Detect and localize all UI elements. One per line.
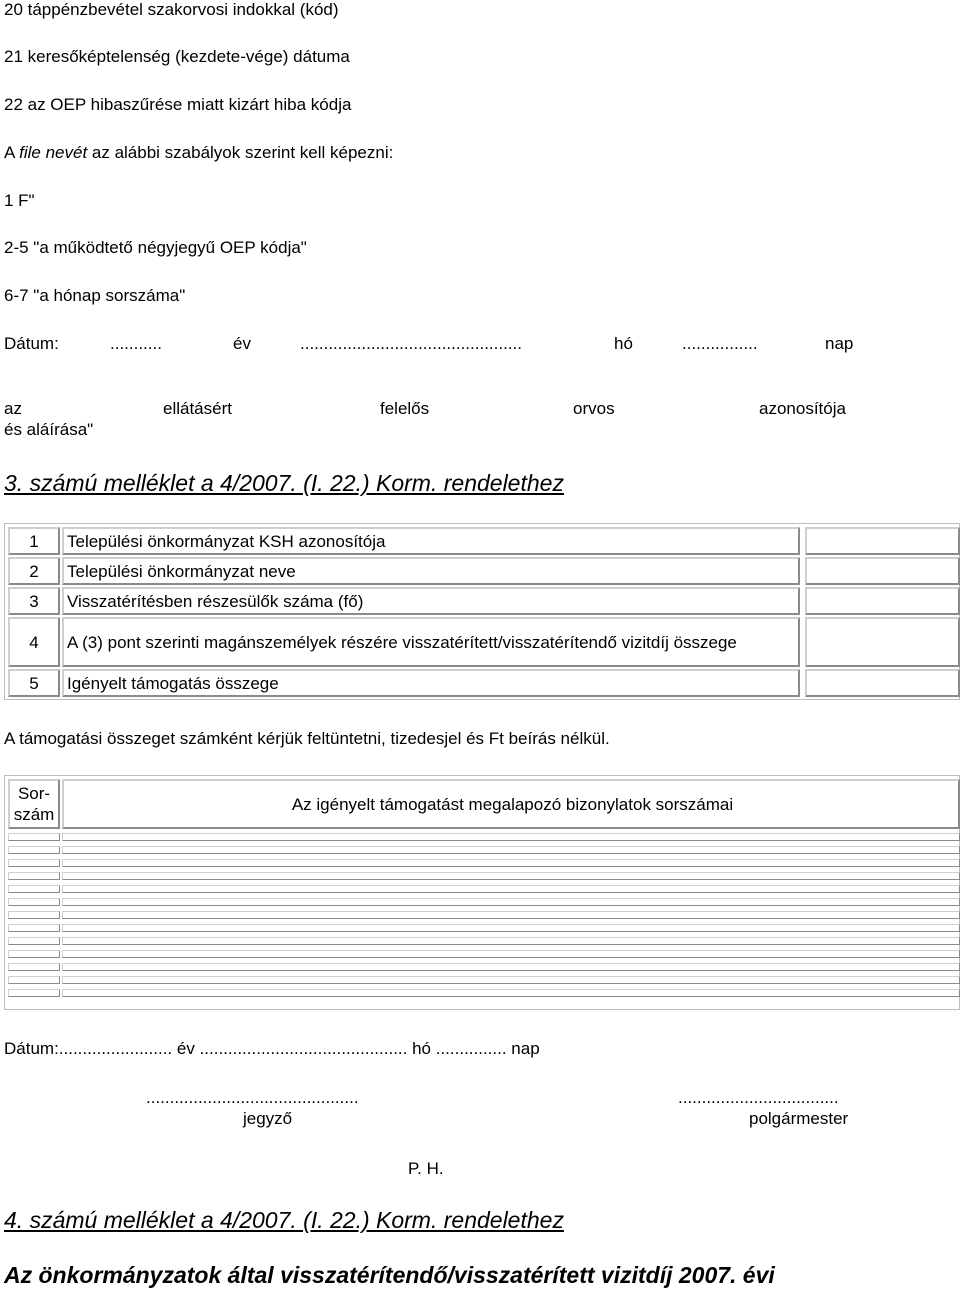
receipt-serial-cell[interactable] [8, 950, 60, 958]
file-name-rule-intro [4, 143, 393, 163]
sign-word-1: az [4, 399, 22, 418]
sign-word-2: ellátásért [163, 399, 232, 418]
date-line-2: Dátum:........................ év ............................................ hó ............... nap [4, 1039, 540, 1058]
receipt-number-cell[interactable] [62, 937, 960, 945]
table-row-num [8, 617, 60, 667]
file-intro-prefix: A [4, 143, 20, 162]
date-label: Dátum: [4, 334, 59, 353]
row-label-text: Települési önkormányzat neve [67, 561, 296, 581]
table-row-label [62, 617, 800, 667]
date-year-label: év [233, 334, 251, 353]
column-header-serial [8, 779, 60, 829]
table-row-num [8, 527, 60, 555]
receipt-serial-cell[interactable] [8, 872, 60, 880]
column-header-receipts-text: Az igényelt támogatást megalapozó bizonylatok sorszámai [291, 794, 734, 814]
table-row-num [8, 557, 60, 585]
receipt-serial-cell[interactable] [8, 885, 60, 893]
row-label-text: Igényelt támogatás összege [67, 673, 279, 693]
mayor-sign-dots: .................................. [678, 1088, 839, 1107]
receipt-number-cell[interactable] [62, 859, 960, 867]
annex-4-heading: 4. számú melléklet a 4/2007. (I. 22.) Korm. rendelethez [4, 1207, 564, 1233]
table-row-num [8, 587, 60, 615]
receipt-number-cell[interactable] [62, 950, 960, 958]
receipt-serial-cell[interactable] [8, 937, 60, 945]
date-month-dots: ............................................... [300, 334, 522, 353]
stamp-placeholder: P. H. [408, 1159, 444, 1178]
annex-3-heading: 3. számú melléklet a 4/2007. (I. 22.) Korm. rendelethez [4, 470, 564, 496]
sign-word-5: azonosítója [759, 399, 846, 418]
value-field-name[interactable] [805, 557, 960, 585]
row-number: 5 [29, 673, 39, 693]
receipt-number-cell[interactable] [62, 872, 960, 880]
row-number: 4 [29, 632, 39, 652]
table-row-label [62, 527, 800, 555]
row-number: 3 [29, 591, 39, 611]
table-row-num [8, 669, 60, 697]
list-line-21: 21 keresőképtelenség (kezdete-vége) dátuma [4, 47, 350, 66]
receipt-serial-cell[interactable] [8, 846, 60, 854]
row-label-text: A (3) pont szerinti magánszemélyek részére visszatérített/visszatérítendő vizitdíj összege [67, 632, 737, 652]
date-day-label: nap [825, 334, 854, 353]
receipt-number-cell[interactable] [62, 846, 960, 854]
receipt-number-cell[interactable] [62, 911, 960, 919]
list-line-22: 22 az OEP hibaszűrése miatt kizárt hiba kódja [4, 95, 352, 114]
file-rule-2: 2-5 "a működtető négyjegyű OEP kódja" [4, 238, 307, 257]
date-year-dots: ........... [110, 334, 162, 353]
mayor-label: polgármester [749, 1109, 849, 1128]
date-month-label: hó [614, 334, 633, 353]
value-field-refund-amount[interactable] [805, 617, 960, 667]
receipt-number-cell[interactable] [62, 989, 960, 997]
row-label-text: Visszatérítésben részesülők száma (fő) [67, 591, 364, 611]
column-header-serial-text: Sor-szám [13, 784, 55, 824]
notary-label: jegyző [243, 1109, 293, 1128]
receipt-serial-cell[interactable] [8, 976, 60, 984]
amount-format-note: A támogatási összeget számként kérjük feltüntetni, tizedesjel és Ft beírás nélkül. [4, 729, 610, 748]
sign-line-2: és aláírása" [4, 420, 94, 439]
receipt-number-cell[interactable] [62, 898, 960, 906]
value-field-ksh-id[interactable] [805, 527, 960, 555]
file-intro-suffix: az alábbi szabályok szerint kell képezni: [87, 143, 394, 162]
column-header-receipts [62, 779, 960, 829]
list-line-20: 20 táppénzbevétel szakorvosi indokkal (kód) [4, 0, 339, 19]
receipt-number-cell[interactable] [62, 885, 960, 893]
file-rule-1: 1 F" [4, 191, 35, 210]
table-row-label [62, 587, 800, 615]
receipt-number-cell[interactable] [62, 833, 960, 841]
row-number: 2 [29, 561, 39, 581]
receipt-serial-cell[interactable] [8, 833, 60, 841]
receipt-number-cell[interactable] [62, 976, 960, 984]
table-row-label [62, 669, 800, 697]
row-number: 1 [29, 531, 39, 551]
file-intro-emphasis: file nevét [19, 143, 88, 162]
receipt-number-cell[interactable] [62, 924, 960, 932]
receipt-number-cell[interactable] [62, 963, 960, 971]
sign-word-4: orvos [573, 399, 615, 418]
notary-sign-dots: ............................................. [146, 1088, 359, 1107]
receipt-serial-cell[interactable] [8, 963, 60, 971]
annex-4-title: Az önkormányzatok által visszatérítendő/visszatérített vizitdíj 2007. évi [4, 1262, 775, 1288]
file-rule-3: 6-7 "a hónap sorszáma" [4, 286, 186, 305]
receipt-serial-cell[interactable] [8, 911, 60, 919]
receipt-serial-cell[interactable] [8, 924, 60, 932]
date-day-dots: ................ [682, 334, 758, 353]
receipt-serial-cell[interactable] [8, 859, 60, 867]
value-field-requested-amount[interactable] [805, 669, 960, 697]
receipt-serial-cell[interactable] [8, 898, 60, 906]
value-field-count[interactable] [805, 587, 960, 615]
table-row-label [62, 557, 800, 585]
row-label-text: Települési önkormányzat KSH azonosítója [67, 531, 386, 551]
receipt-serial-cell[interactable] [8, 989, 60, 997]
sign-word-3: felelős [380, 399, 430, 418]
